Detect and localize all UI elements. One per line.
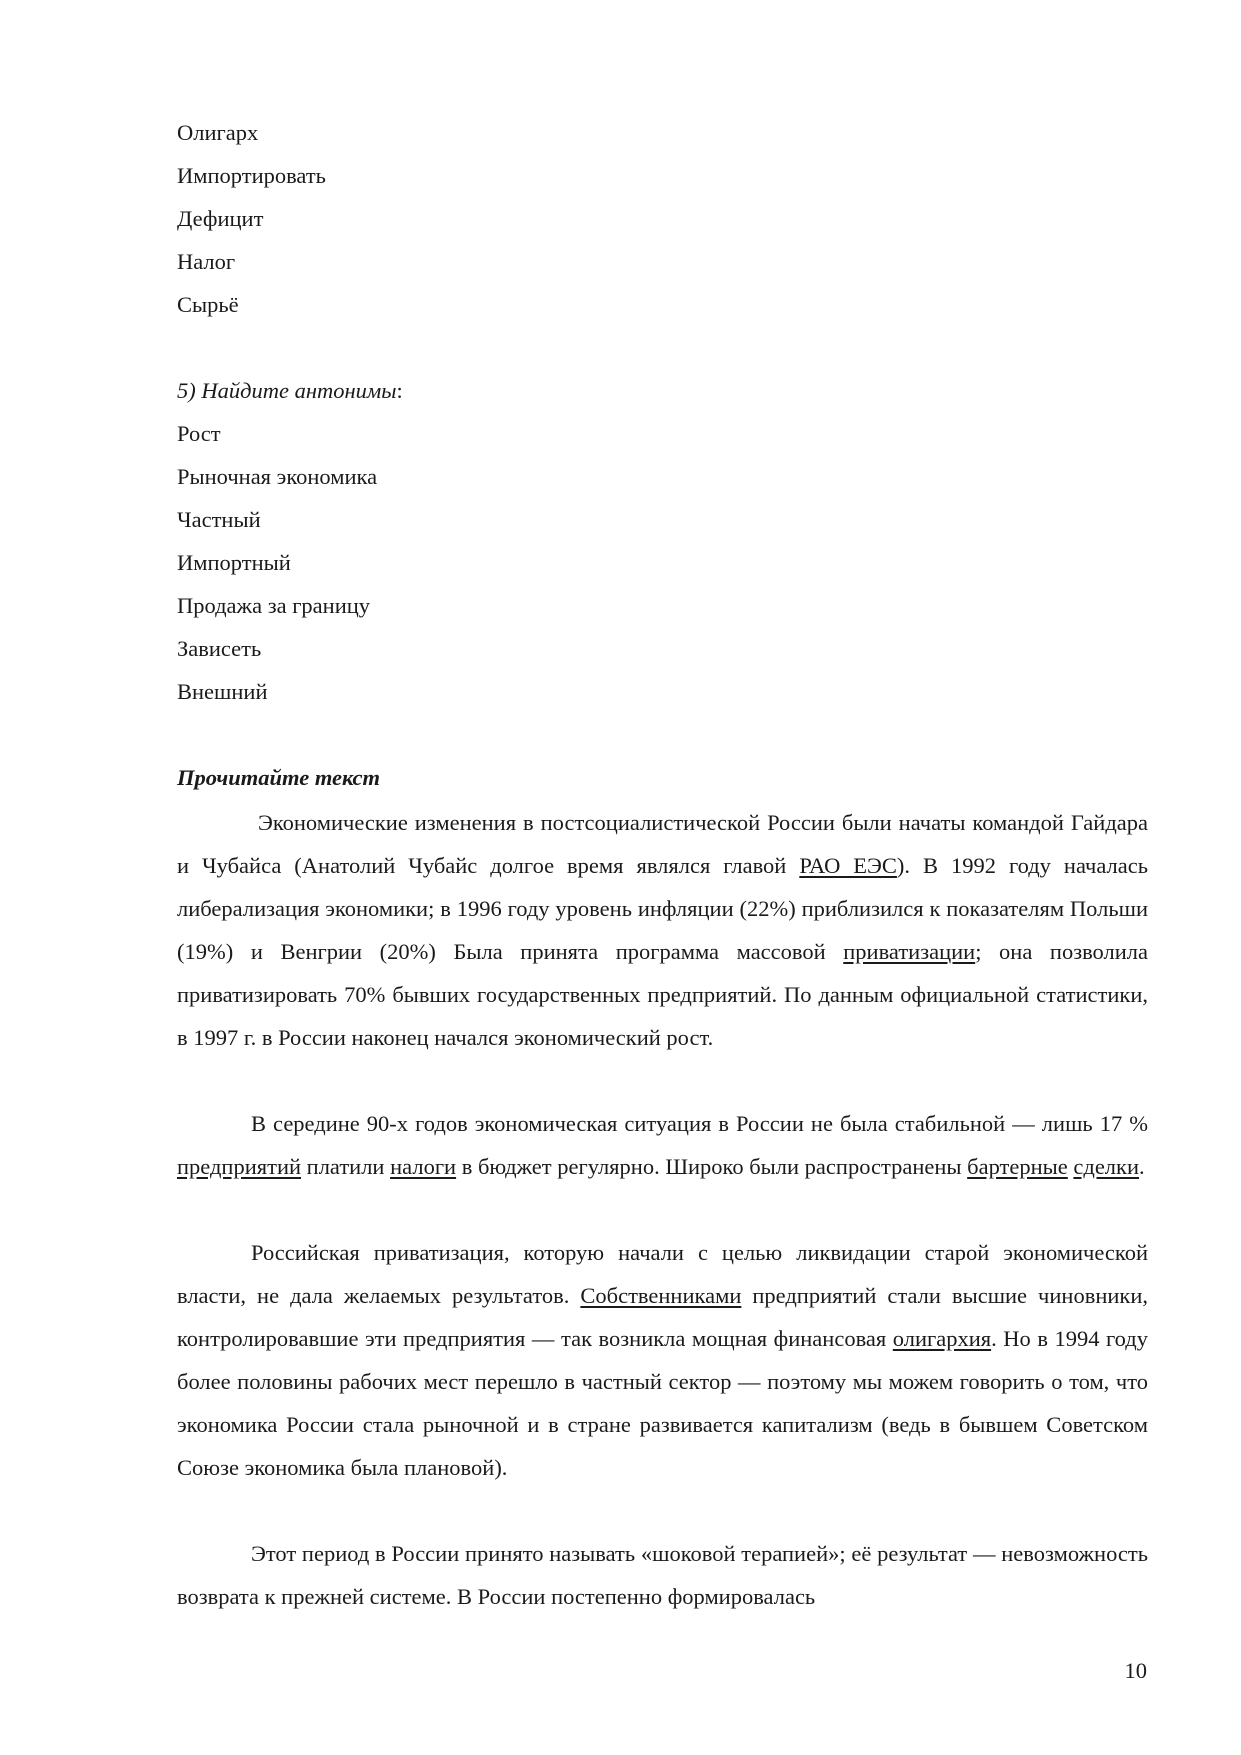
paragraph-text: Российская приватизация, которую начали с целью ликвидации старой экономической власти, не дала желаемых результатов. <box>177 1240 1148 1308</box>
paragraph-1 <box>177 801 1148 1059</box>
paragraph-text: в бюджет регулярно. Широко были распространены <box>456 1154 968 1179</box>
word-item: Олигарх <box>177 120 259 145</box>
word-item: Рыночная экономика <box>177 464 378 489</box>
word-item: Импортный <box>177 550 291 575</box>
read-heading: Прочитайте текст <box>177 765 381 790</box>
task-colon: : <box>396 378 403 403</box>
word-item: Продажа за границу <box>177 593 371 618</box>
word-item: Импортировать <box>177 163 326 188</box>
paragraph-text: предприятий стали высшие чиновники, контролировавшие эти предприятия — так возникла мощная финансовая <box>177 1283 1149 1351</box>
term-link: приватизации <box>843 939 976 964</box>
task-label: 5) Найдите антонимы <box>177 378 397 403</box>
paragraph-text: Этот период в России принято называть «шоковой терапией»; её результат — невозможность возврата к прежней системе. В России постепенно формировалась <box>177 1541 1148 1609</box>
word-item: Рост <box>177 421 221 446</box>
term-link: предприятий <box>177 1154 302 1179</box>
word-item: Частный <box>177 507 261 532</box>
paragraph-text: Экономические изменения в постсоциалистической России были начаты командой Гайдара и Чубайса (Анатолий Чубайс долгое время являлся главой <box>177 810 1148 878</box>
paragraph-text: платили <box>301 1154 391 1179</box>
paragraph-text: ; она позволила приватизировать 70% бывших государственных предприятий. По данным официальной статистики, в 1997 г. в России наконец начался экономический рост. <box>177 939 1148 1050</box>
word-item: Налог <box>177 249 236 274</box>
paragraph-text: . Но в 1994 году более половины рабочих мест перешло в частный сектор — поэтому мы можем говорить о том, что экономика России стала рыночной и в стране развивается капитализм (ведь в бывшем Советском Союзе экономика была плановой). <box>177 1326 1148 1480</box>
task-heading <box>177 380 403 403</box>
paragraph-text: ). В 1992 году началась либерализация экономики; в 1996 году уровень инфляции (22%) приблизился к показателям Польши (19%) и Венгрии (20%) Была принята программа массовой <box>177 853 1148 964</box>
paragraph-3 <box>177 1231 1148 1489</box>
word-item: Сырьё <box>177 292 239 317</box>
term-link: налоги <box>390 1154 457 1179</box>
word-item: Дефицит <box>177 206 264 231</box>
page-number: 10 <box>1124 1658 1147 1683</box>
term-link: олигархия <box>892 1326 992 1351</box>
paragraph-text: В середине 90-х годов экономическая ситуация в России не была стабильной — лишь 17 % <box>251 1111 1148 1136</box>
term-link: Собственниками <box>580 1283 742 1308</box>
term-link: бартерные <box>967 1154 1068 1179</box>
paragraph-2 <box>177 1102 1148 1188</box>
paragraph-4 <box>177 1532 1148 1618</box>
word-item: Зависеть <box>177 636 262 661</box>
word-item: Внешний <box>177 679 268 704</box>
paragraph-text: . <box>1139 1154 1145 1179</box>
term-link: РАО ЕЭС <box>799 853 897 878</box>
term-link: сделки <box>1073 1154 1140 1179</box>
